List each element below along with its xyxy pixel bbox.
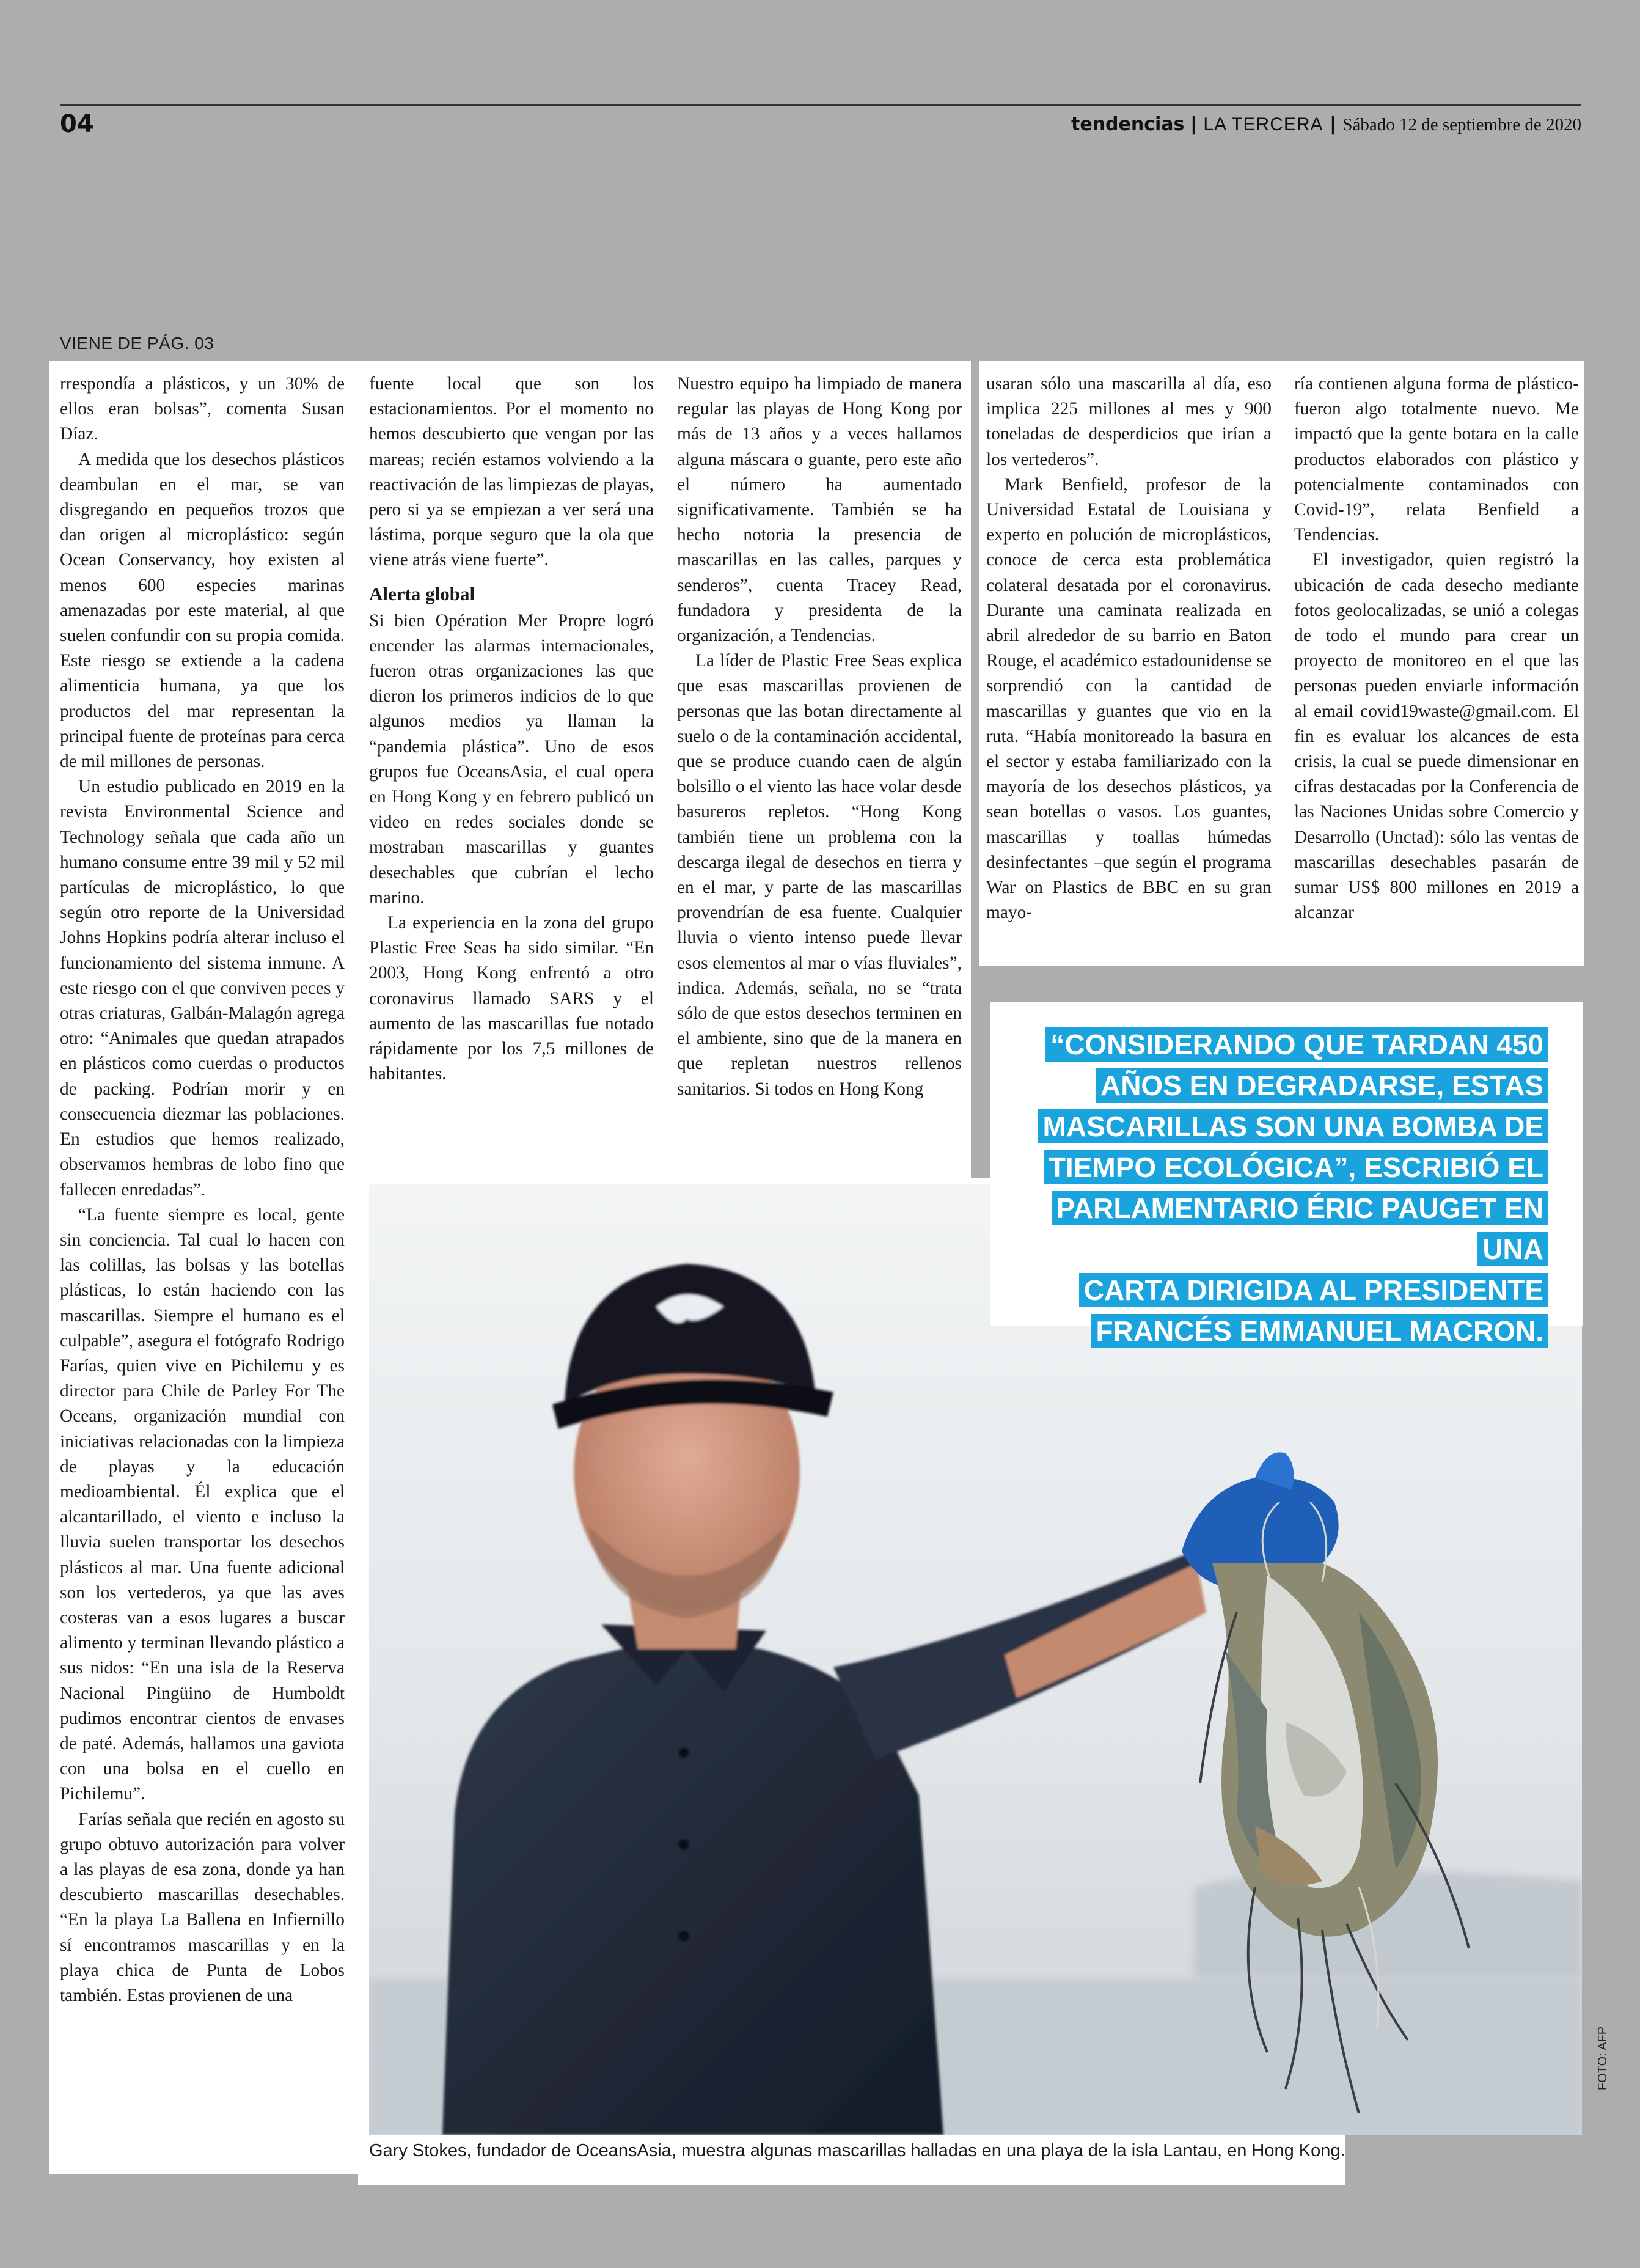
pull-quote-line: CARTA DIRIGIDA AL PRESIDENTE (1079, 1273, 1548, 1307)
issue-date: Sábado 12 de septiembre de 2020 (1342, 115, 1581, 134)
paragraph: La experiencia en la zona del grupo Plastic Free Seas ha sido similar. “En 2003, Hong Kong enfrentó a otro coronavirus llamado SARS y el aumento de las mascarillas fue notado rápidamente por los 7,5 millones de habitantes. (369, 913, 654, 1084)
page-number: 04 (60, 110, 94, 138)
continued-from-label: VIENE DE PÁG. 03 (60, 334, 214, 353)
pull-quote-line: “CONSIDERANDO QUE TARDAN 450 (1045, 1027, 1548, 1062)
photo-caption: Gary Stokes, fundador de OceansAsia, muestra algunas mascarillas halladas en una playa de la isla Lantau, en Hong Kong. (369, 2141, 1345, 2160)
newspaper-name: LA TERCERA (1203, 114, 1323, 134)
subheading: Alerta global (369, 582, 475, 604)
masthead: tendencias | LA TERCERA | Sábado 12 de septiembre de 2020 (1071, 114, 1581, 135)
pull-quote (998, 1024, 1548, 1352)
article-column-2 (369, 372, 654, 1166)
article-column-5 (1294, 372, 1579, 960)
header-rule (60, 104, 1581, 106)
article-column-3 (677, 372, 962, 1166)
paragraph: “La fuente siempre es local, gente sin conciencia. Tal cual lo hacen con las colillas, las bolsas y las botellas plásticas, lo están haciendo con las mascarillas. Siempre el humano es el culpable”, asegura el fotógrafo Rodrigo Farías, quien vive en Pichilemu y es director para Chile de Parley For The Oceans, organización mundial con iniciativas relacionadas con la limpieza de playas y la educación medioambiental. Él explica que el alcantarillado, el viento e incluso la lluvia suelen transportar los desechos plásticos al mar. Una fuente adicional son los vertederos, ya que las aves costeras van a esos lugares a buscar alimento y terminan llevando plástico a sus nidos: “En una isla de la Reserva Nacional Pingüino de Humboldt pudimos encontrar cientos de envases de paté. Además, hallamos una gaviota con una bolsa en el cuello en Pichilemu”. (60, 1205, 345, 1804)
paragraph: Si bien Opération Mer Propre logró encender las alarmas internacionales, fueron otras organizaciones las que dieron los primeros indicios de lo que algunos medios ya llaman la “pandemia plástica”. Uno de esos grupos fue OceansAsia, el cual opera en Hong Kong y en febrero publicó un video en redes sociales donde se mostraban mascarillas y guantes desechables que cubrían el lecho marino. (369, 611, 654, 908)
pull-quote-line: TIEMPO ECOLÓGICA”, ESCRIBIÓ EL (1044, 1150, 1548, 1184)
pull-quote-line: PARLAMENTARIO ÉRIC PAUGET EN UNA (1052, 1191, 1548, 1266)
paragraph: rrespondía a plásticos, y un 30% de ellos eran bolsas”, comenta Susan Díaz. (60, 374, 345, 444)
paragraph: usaran sólo una mascarilla al día, eso implica 225 millones al mes y 900 toneladas de desperdicios que irían a los vertederos”. (986, 374, 1272, 469)
paragraph: Farías señala que recién en agosto su grupo obtuvo autorización para volver a las playas de esa zona, donde ya han descubierto mascarillas desechables. “En la playa La Ballena en Infiernillo sí encontramos mascarillas y en la playa chica de Punta de Lobos también. Estas provienen de una (60, 1809, 345, 2005)
paragraph: Un estudio publicado en 2019 en la revista Environmental Science and Technology señala que cada año un humano consume entre 39 mil y 52 mil partículas de microplástico, lo que según otro reporte de la Universidad Johns Hopkins podría alterar incluso el funcionamiento del sistema inmune. A este riesgo con el que conviven peces y otras criaturas, Galbán-Malagón agrega otro: “Animales que quedan atrapados en plásticos como cuerdas o productos de packing. Podrían morir y en consecuencia diezmar las poblaciones. En estudios que hemos realizado, observamos hembras de lobo fino que fallecen enredadas”. (60, 777, 345, 1200)
paragraph: Nuestro equipo ha limpiado de manera regular las playas de Hong Kong por más de 13 años y a veces hallamos alguna máscara o guante, pero este año el número ha aumentado significativamente. También se ha hecho notoria la presencia de mascarillas en las calles, parques y senderos”, cuenta Tracey Read, fundadora y presidenta de la organización, a Tendencias. (677, 374, 962, 646)
pull-quote-line: FRANCÉS EMMANUEL MACRON. (1091, 1314, 1548, 1348)
pull-quote-line: MASCARILLAS SON UNA BOMBA DE (1038, 1109, 1548, 1143)
paragraph: La líder de Plastic Free Seas explica que esas mascarillas provienen de personas que las botan directamente al suelo o de la contaminación accidental, que se produce cuando caen de algún bolsillo o el viento las hace volar desde basureros repletos. “Hong Kong también tiene un problema con la descarga ilegal de desechos en tierra y en el mar, y parte de las mascarillas provendrían de esa fuente. Cualquier lluvia o viento intenso puede llevar esos elementos al mar o vías fluviales”, indica. Además, señala, no se “trata sólo de que estos desechos terminen en el ambiente, sino que de la manera en que repletan nuestros rellenos sanitarios. Si todos en Hong Kong (677, 651, 962, 1099)
photo-credit: FOTO: AFP (1596, 2026, 1609, 2090)
article-column-1 (60, 372, 345, 2168)
paragraph: ría contienen alguna forma de plástico- fueron algo totalmente nuevo. Me impactó que la gente botara en la calle productos elaborados con plástico y potencialmente contaminados con Covid-19”, relata Benfield a Tendencias. (1294, 374, 1579, 545)
paragraph: A medida que los desechos plásticos deambulan en el mar, se van disgregando en pequeños trozos que dan origen al microplástico: según Ocean Conservancy, hoy existen al menos 600 especies marinas amenazadas por este material, al que suelen confundir con su propia comida. Este riesgo se extiende a la cadena alimenticia humana, ya que los productos del mar representan la principal fuente de proteínas para cerca de mil millones de personas. (60, 449, 345, 772)
paragraph: fuente local que son los estacionamientos. Por el momento no hemos descubierto que vengan por las mareas; recién estamos volviendo a la reactivación de las limpiezas de playas, pero si ya se empiezan a ver será una lástima, porque seguro que la ola que viene atrás viene fuerte”. (369, 374, 654, 570)
section-name: tendencias (1071, 114, 1185, 135)
paragraph: Mark Benfield, profesor de la Universidad Estatal de Louisiana y experto en polución de microplásticos, conoce de cerca esta problemática colateral desatada por el coronavirus. Durante una caminata realizada en abril alrededor de su barrio en Baton Rouge, el académico estadounidense se sorprendió con la cantidad de mascarillas y guantes que vio en la ruta. “Había monitoreado la basura en el sector y estaba familiarizado con la mayoría de los desechos plásticos, ya sean botellas o vasos. Los guantes, mascarillas y toallas húmedas desinfectantes –que según el programa War on Plastics de BBC en su gran mayo- (986, 474, 1272, 923)
pull-quote-line: AÑOS EN DEGRADARSE, ESTAS (1096, 1068, 1548, 1103)
paragraph: El investigador, quien registró la ubicación de cada desecho mediante fotos geolocalizadas, se unió a colegas de todo el mundo para crear un proyecto de monitoreo en el que las personas pueden enviarle información al email covid19waste@gmail.com. El fin es evaluar los alcances de esta crisis, la cual se puede dimensionar en cifras destacadas por la Conferencia de las Naciones Unidas sobre Comercio y Desarrollo (Unctad): sólo las ventas de mascarillas desechables pasarán de sumar US$ 800 millones en 2019 a alcanzar (1294, 550, 1579, 923)
pull-quote-box (990, 1002, 1583, 1347)
article-column-4 (986, 372, 1272, 960)
